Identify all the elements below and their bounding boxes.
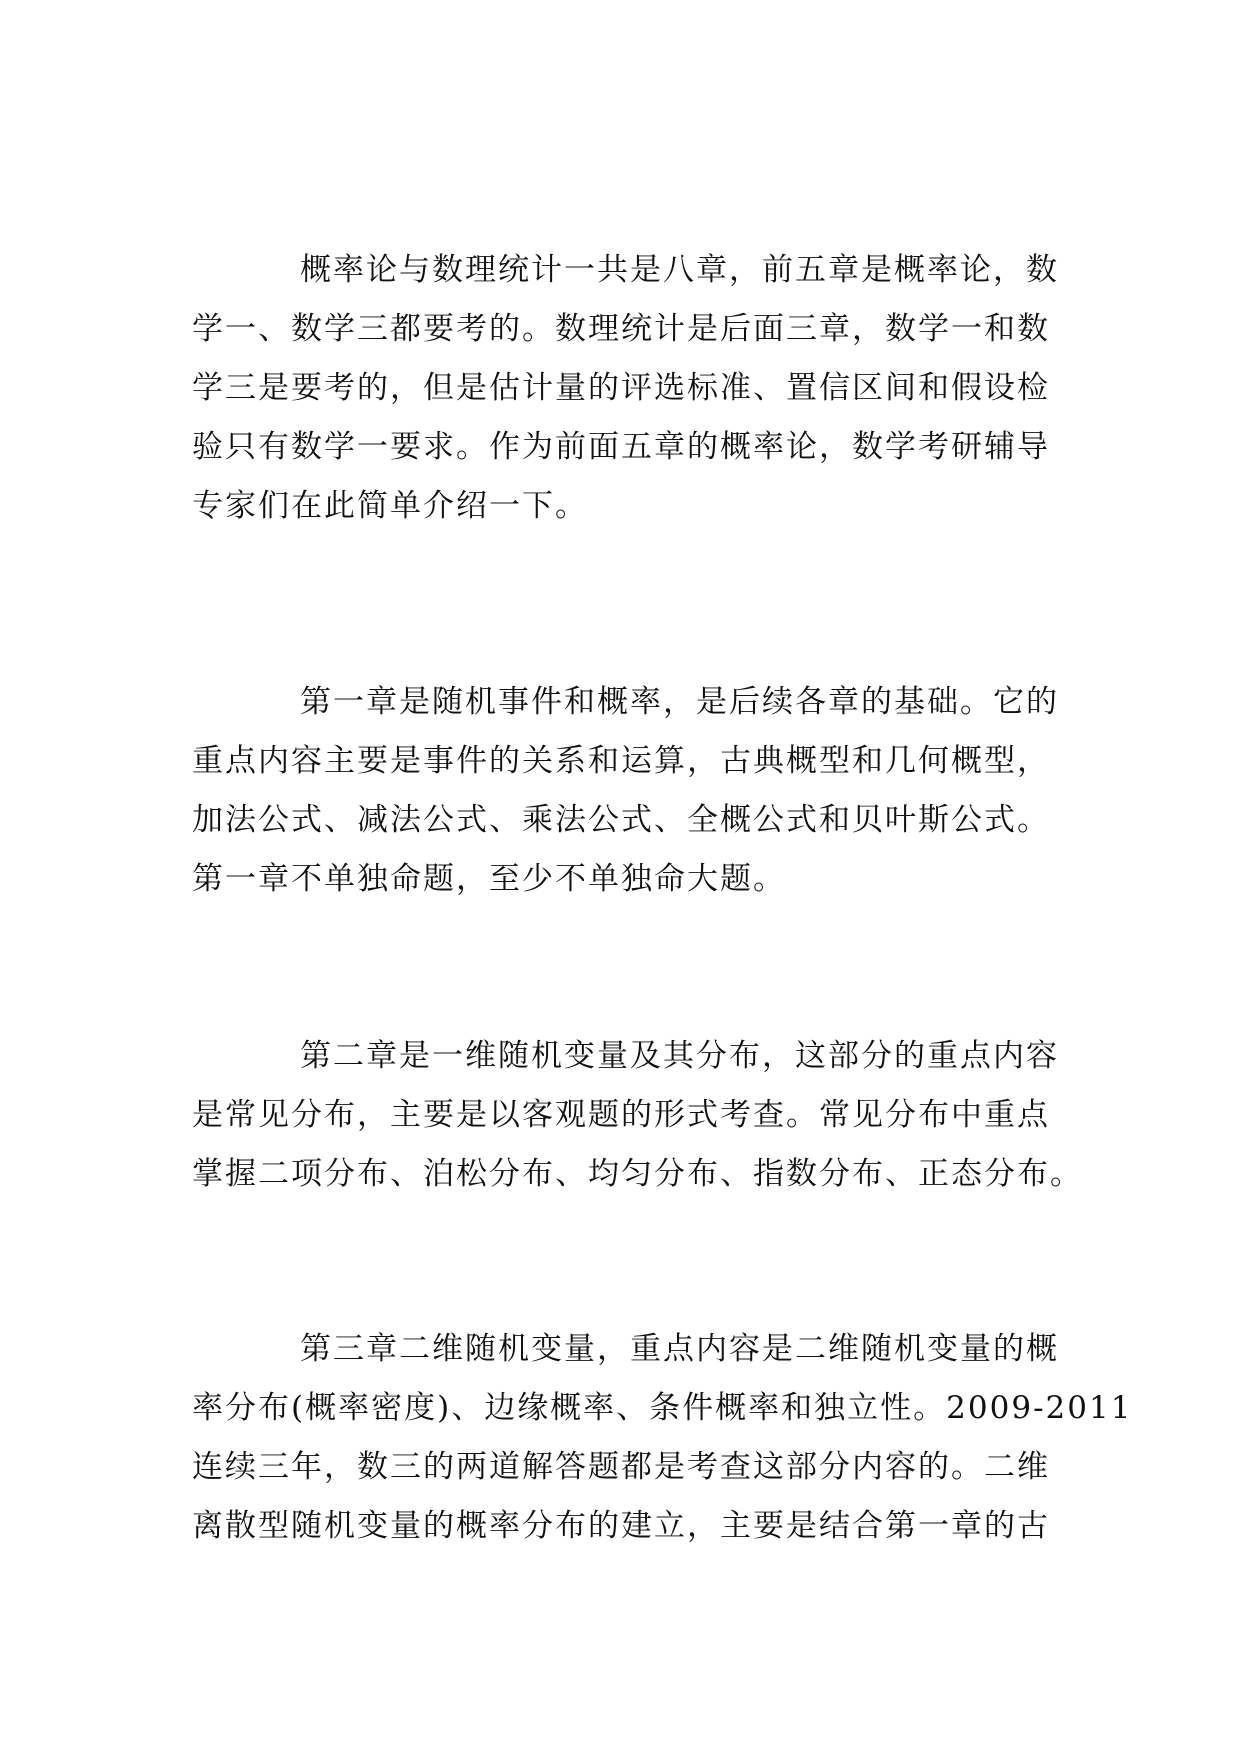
paragraph-line: 专家们在此简单介绍一下。 xyxy=(192,488,588,524)
paragraph-line: 连续三年，数三的两道解答题都是考查这部分内容的。二维 xyxy=(192,1449,1050,1485)
paragraph-line: 第一章是随机事件和概率，是后续各章的基础。它的 xyxy=(300,684,1059,720)
paragraph-line: 第二章是一维随机变量及其分布，这部分的重点内容 xyxy=(300,1038,1059,1074)
paragraph-line: 是常见分布，主要是以客观题的形式考查。常见分布中重点 xyxy=(192,1097,1050,1133)
paragraph-line: 重点内容主要是事件的关系和运算，古典概型和几何概型， xyxy=(192,743,1050,779)
paragraph-line: 掌握二项分布、泊松分布、均匀分布、指数分布、正态分布。 xyxy=(192,1156,1083,1192)
paragraph-line: 学一、数学三都要考的。数理统计是后面三章，数学一和数 xyxy=(192,311,1050,347)
paragraph-line: 概率论与数理统计一共是八章，前五章是概率论，数 xyxy=(300,252,1059,288)
paragraph-line: 率分布(概率密度)、边缘概率、条件概率和独立性。2009-2011 xyxy=(192,1390,1133,1426)
paragraph-line: 学三是要考的，但是估计量的评选标准、置信区间和假设检 xyxy=(192,370,1050,406)
paragraph-line: 离散型随机变量的概率分布的建立，主要是结合第一章的古 xyxy=(192,1508,1050,1544)
paragraph-line: 验只有数学一要求。作为前面五章的概率论，数学考研辅导 xyxy=(192,429,1050,465)
paragraph-line: 加法公式、减法公式、乘法公式、全概公式和贝叶斯公式。 xyxy=(192,802,1050,838)
paragraph-line: 第三章二维随机变量，重点内容是二维随机变量的概 xyxy=(300,1331,1059,1367)
paragraph-line: 第一章不单独命题，至少不单独命大题。 xyxy=(192,861,786,897)
